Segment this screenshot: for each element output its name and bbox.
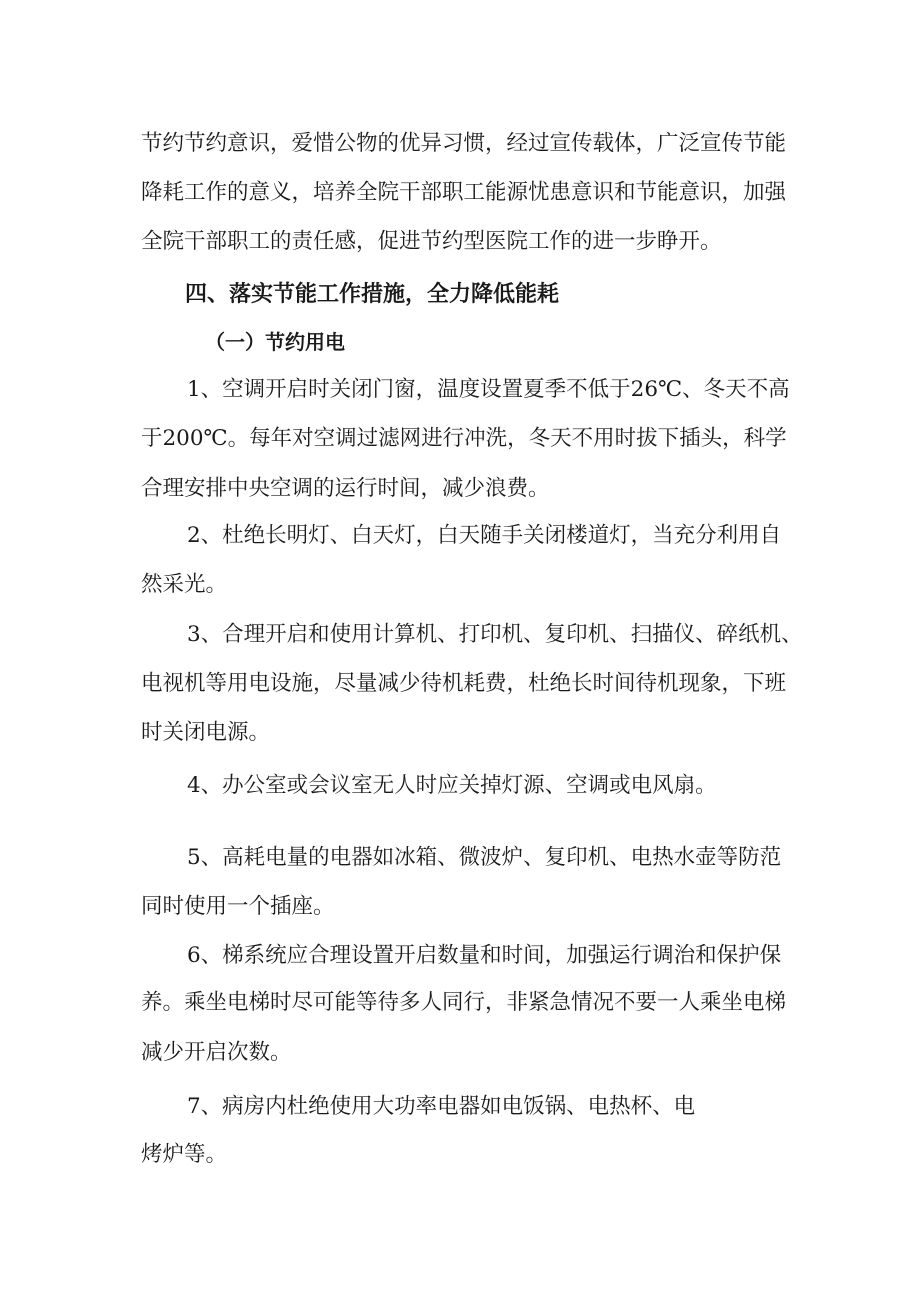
item5-line-2: 同时使用一个插座。 bbox=[141, 894, 335, 919]
item7-line-1: 7、病房内杜绝使用大功率电器如电饭锅、电热杯、电 bbox=[187, 1094, 696, 1119]
intro-line-2: 降耗工作的意义，培养全院干部职工能源忧患意识和节能意识，加强 bbox=[141, 180, 787, 205]
item7-line-2: 烤炉等。 bbox=[141, 1142, 228, 1167]
item1-line-3: 合理安排中央空调的运行时间，减少浪费。 bbox=[141, 476, 550, 501]
item4-line-1: 4、办公室或会议室无人时应关掉灯源、空调或电风扇。 bbox=[187, 773, 717, 798]
item3-line-2: 电视机等用电设施，尽量减少待机耗费，杜绝长时间待机现象，下班 bbox=[141, 671, 787, 696]
item3-line-1: 3、合理开启和使用计算机、打印机、复印机、扫描仪、碎纸机、 bbox=[187, 622, 803, 647]
item3-line-3: 时关闭电源。 bbox=[141, 720, 271, 745]
item2-line-2: 然采光。 bbox=[141, 572, 228, 597]
intro-line-3: 全院干部职工的责任感，促进节约型医院工作的进一步睁开。 bbox=[141, 229, 722, 254]
sub-heading: （一）节约用电 bbox=[205, 330, 345, 354]
item6-line-1: 6、梯系统应合理设置开启数量和时间，加强运行调治和保护保 bbox=[187, 943, 782, 968]
item5-line-1: 5、高耗电量的电器如冰箱、微波炉、复印机、电热水壶等防范 bbox=[187, 845, 782, 870]
intro-line-1: 节约节约意识，爱惜公物的优异习惯，经过宣传载体，广泛宣传节能 bbox=[141, 131, 787, 156]
item1-line-1: 1、空调开启时关闭门窗，温度设置夏季不低于26℃、冬天不高 bbox=[187, 377, 790, 402]
section-heading: 四、落实节能工作措施，全力降低能耗 bbox=[185, 282, 560, 307]
item2-line-1: 2、杜绝长明灯、白天灯，白天随手关闭楼道灯，当充分利用自 bbox=[187, 523, 782, 548]
item6-line-3: 减少开启次数。 bbox=[141, 1040, 292, 1065]
item6-line-2: 养。乘坐电梯时尽可能等待多人同行，非紧急情况不要一人乘坐电梯 bbox=[141, 990, 787, 1015]
item1-line-2: 于200℃。每年对空调过滤网进行冲洗，冬天不用时拔下插头，科学 bbox=[141, 426, 787, 451]
